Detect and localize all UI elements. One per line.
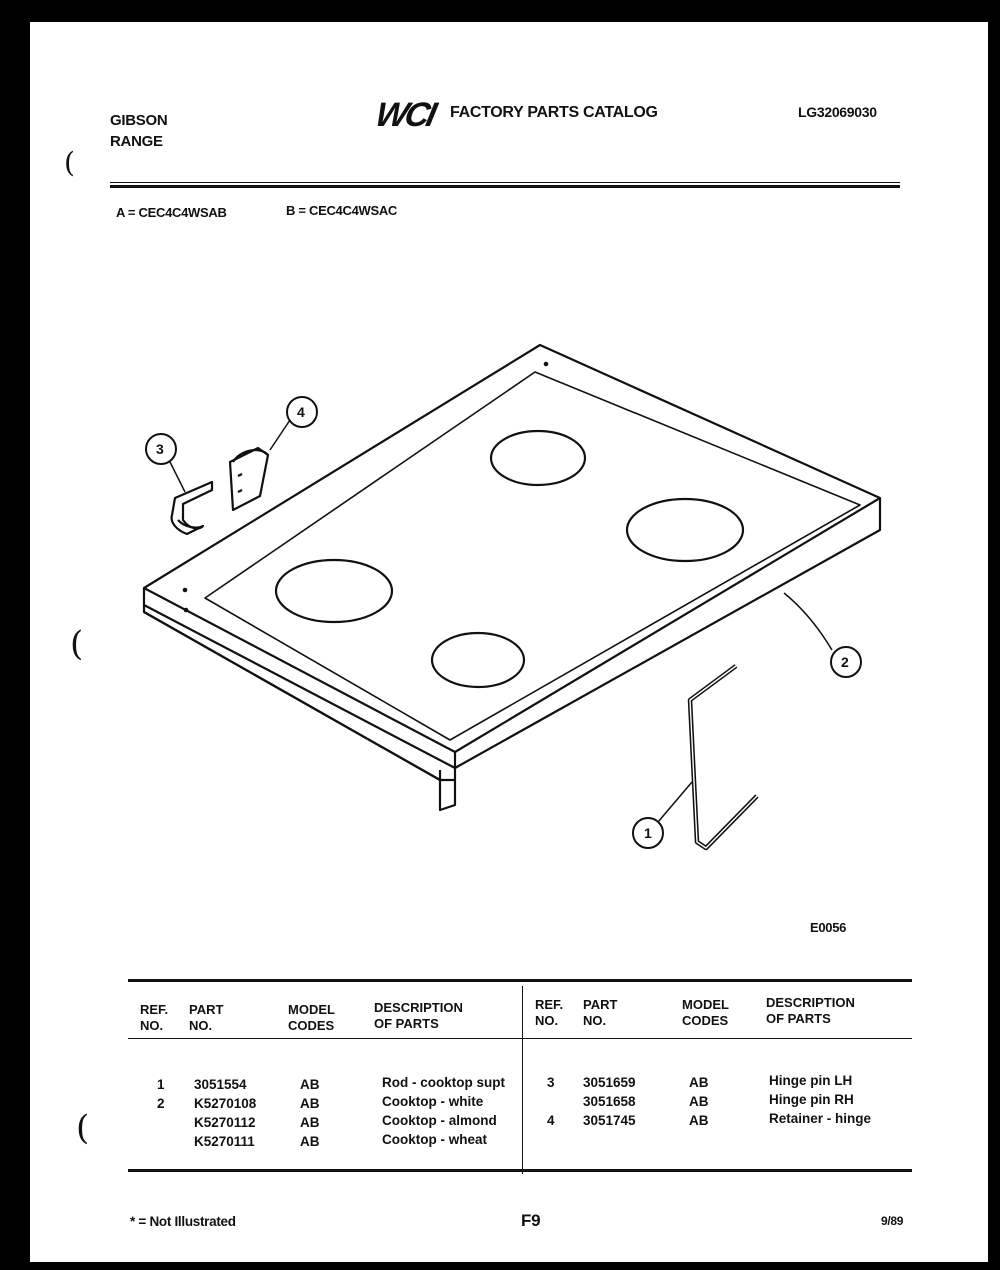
model-codes: AB [689,1113,709,1128]
binder-mark: ( [70,624,84,664]
header-ref: REF. NO. [535,997,564,1028]
callout-2: 2 [841,654,849,670]
model-codes: AB [300,1134,320,1149]
header-part: PART NO. [583,997,618,1028]
model-codes: AB [300,1096,320,1111]
description: Cooktop - white [382,1094,484,1109]
description: Rod - cooktop supt [382,1075,505,1090]
catalog-title: FACTORY PARTS CATALOG [450,104,658,121]
description: Cooktop - almond [382,1113,497,1128]
brand-name: GIBSON [110,112,168,129]
page-number: F9 [521,1211,541,1230]
header-model: MODEL CODES [682,997,729,1028]
header-desc: DESCRIPTION OF PARTS [766,995,855,1026]
header-desc: DESCRIPTION OF PARTS [374,1000,463,1031]
ref-no: 4 [547,1113,555,1128]
part-no: K5270112 [194,1115,256,1130]
binder-mark: ( [64,146,75,179]
diagram-code: E0056 [810,920,847,935]
not-illustrated-note: * = Not Illustrated [130,1214,236,1229]
ref-no: 2 [157,1096,165,1111]
part-no: 3051554 [194,1077,247,1092]
product-type: RANGE [110,133,163,150]
binder-mark: ( [76,1108,90,1148]
part-no: K5270108 [194,1096,257,1111]
table-bottom-rule [128,1169,912,1172]
header-ref: REF. NO. [140,1002,169,1033]
callout-1: 1 [644,825,652,841]
description: Cooktop - wheat [382,1132,487,1147]
table-header-rule [128,1038,912,1039]
part-no: K5270111 [194,1134,255,1149]
model-codes: AB [300,1115,320,1130]
ref-no: 1 [157,1077,165,1092]
table-divider [522,986,523,1174]
model-a: A = CEC4C4WSAB [116,205,227,220]
model-codes: AB [300,1077,320,1092]
revision-date: 9/89 [881,1214,904,1228]
catalog-page [30,22,988,1262]
callout-4: 4 [297,404,305,420]
table-top-rule [128,979,912,982]
description: Hinge pin LH [769,1073,853,1088]
model-b: B = CEC4C4WSAC [286,203,398,218]
callout-3: 3 [156,441,164,457]
model-codes: AB [689,1075,709,1090]
part-no: 3051659 [583,1075,636,1090]
wci-logo: WCI [372,96,438,134]
catalog-number: LG32069030 [798,104,877,120]
description: Hinge pin RH [769,1092,854,1107]
header-model: MODEL CODES [288,1002,335,1033]
model-codes: AB [689,1094,709,1109]
ref-no: 3 [547,1075,555,1090]
description: Retainer - hinge [769,1111,872,1126]
part-no: 3051745 [583,1113,636,1128]
header-part: PART NO. [189,1002,224,1033]
part-no: 3051658 [583,1094,636,1109]
